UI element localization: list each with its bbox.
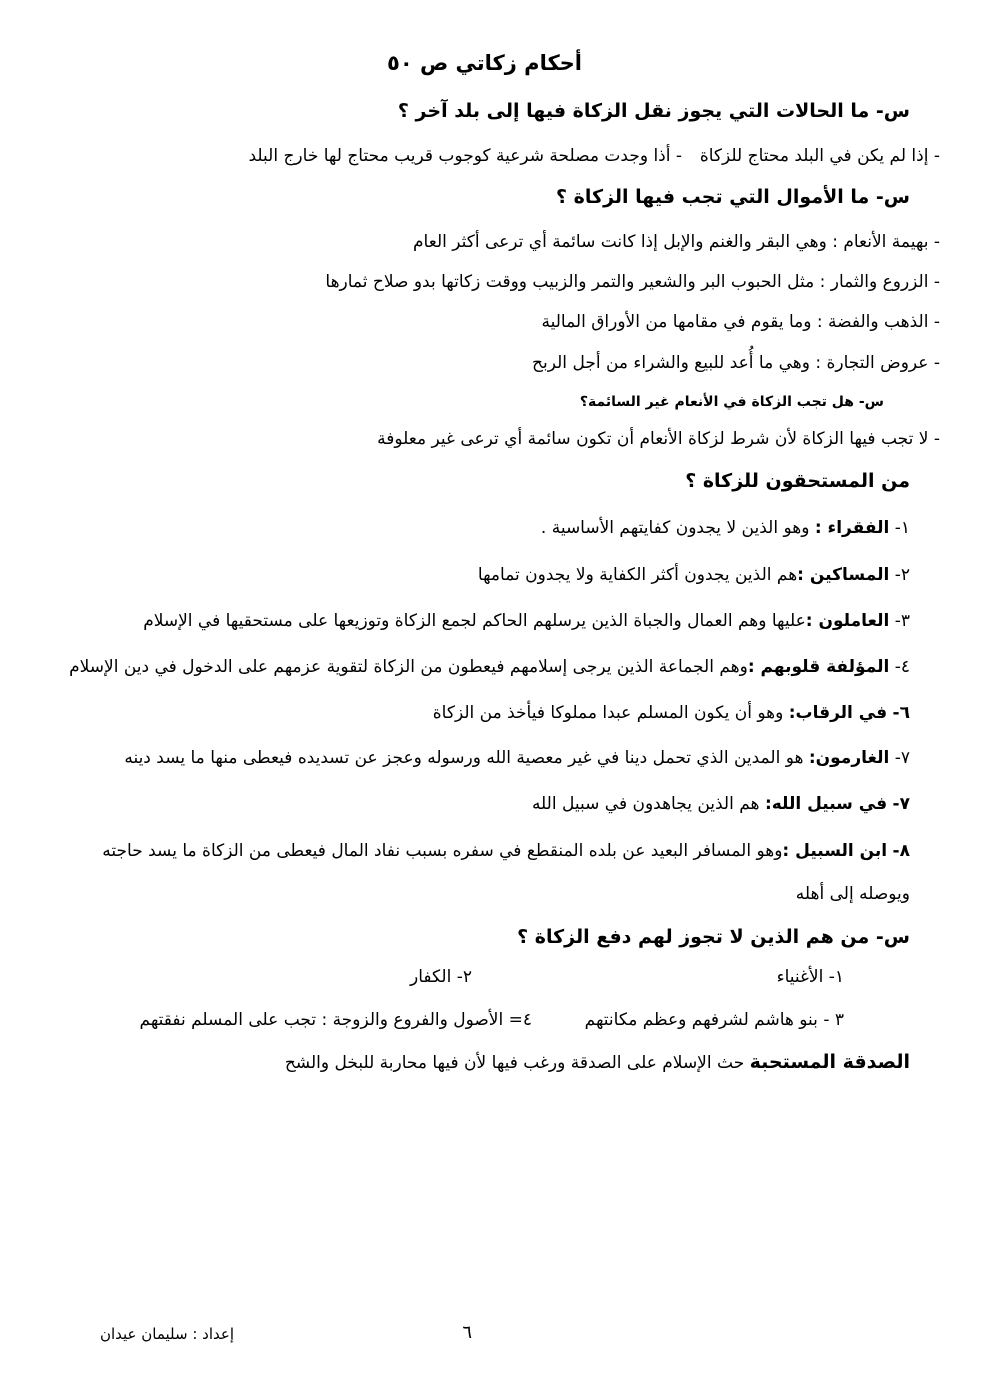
item-number: ٧-: [892, 794, 910, 814]
item-desc: هم الذين يجاهدون في سبيل الله: [531, 794, 765, 814]
item-term: الغارمون:: [808, 748, 890, 768]
item-term: الفقراء :: [814, 518, 890, 538]
item-desc: هم الذين يجدون أكثر الكفاية ولا يجدون تمامها: [477, 565, 798, 585]
ineligible-item: ٢- الكفار: [410, 967, 472, 987]
ineligible-item: ٤= الأصول والفروع والزوجة : تجب على المسلم نفقتهم: [139, 1010, 532, 1030]
question-transfer-zakat: س- ما الحالات التي يجوز نقل الزكاة فيها إلى بلد آخر ؟: [397, 100, 910, 122]
item-term: في سبيل الله:: [764, 794, 888, 814]
voluntary-charity: [285, 1051, 910, 1074]
item-number: ٧-: [894, 748, 910, 768]
item-number: ٣-: [894, 611, 910, 631]
answer-non-grazing: - لا تجب فيها الزكاة لأن شرط لزكاة الأنعام أن تكون سائمة أي ترعى غير معلوفة: [377, 429, 940, 449]
ineligible-item: ١- الأغنياء: [776, 967, 844, 987]
wealth-item: - عروض التجارة : وهي ما أُعد للبيع والشراء من أجل الربح: [532, 353, 940, 373]
item-desc: وهم الجماعة الذين يرجى إسلامهم فيعطون من الزكاة لتقوية عزمهم على الدخول في دين الإسلام: [69, 657, 748, 677]
beneficiary-item: [124, 747, 910, 769]
item-term: العاملون :: [805, 611, 890, 631]
answer-transfer-a: - إذا لم يكن في البلد محتاج للزكاة: [699, 146, 940, 166]
beneficiary-item: [478, 564, 910, 586]
item-number: ١-: [894, 518, 910, 538]
question-beneficiaries: من المستحقون للزكاة ؟: [685, 470, 910, 492]
item-desc: وهو الذين لا يجدون كفايتهم الأساسية .: [540, 518, 815, 538]
item-desc: عليها وهم العمال والجباة الذين يرسلهم الحاكم لجمع الزكاة وتوزيعها على مستحقيها في الإسلام: [143, 611, 806, 631]
item-term: ابن السبيل :: [782, 841, 888, 861]
wealth-item: - بهيمة الأنعام : وهي البقر والغنم والإبل إذا كانت سائمة أي ترعى أكثر العام: [413, 232, 940, 252]
beneficiary-item: [433, 702, 910, 724]
item-number: ٦-: [892, 703, 910, 723]
item-number: ٢-: [894, 565, 910, 585]
question-non-grazing-livestock: س- هل تجب الزكاة في الأنعام غير السائمة؟: [579, 394, 884, 410]
author-credit: إعداد : سليمان عيدان: [99, 1325, 234, 1343]
item-desc: هو المدين الذي تحمل دينا في غير معصية الله ورسوله وعجز عن تسديده فيعطى منها ما يسد دينه: [124, 748, 809, 768]
page-number: ٦: [462, 1322, 472, 1343]
beneficiary-item: [541, 517, 910, 539]
item-term: المؤلفة قلوبهم :: [747, 657, 890, 677]
beneficiary-item: [69, 656, 910, 678]
wealth-item: - الذهب والفضة : وما يقوم في مقامها من الأوراق المالية: [541, 312, 940, 332]
charity-desc: حث الإسلام على الصدقة ورغب فيها لأن فيها محاربة للبخل والشح: [284, 1053, 750, 1073]
item-number: ٤-: [894, 657, 910, 677]
answer-transfer-b: - أذا وجدت مصلحة شرعية كوجوب قريب محتاج لها خارج البلد: [248, 146, 682, 166]
beneficiary-item: [532, 793, 910, 815]
beneficiary-item: [143, 610, 910, 632]
charity-term: الصدقة المستحبة: [749, 1051, 910, 1073]
question-zakatable-wealth: س- ما الأموال التي تجب فيها الزكاة ؟: [556, 186, 910, 208]
page-title: أحكام زكاتي ص ٥٠: [387, 51, 582, 75]
question-ineligible: س- من هم الذين لا تجوز لهم دفع الزكاة ؟: [517, 926, 910, 948]
wealth-item: - الزروع والثمار : مثل الحبوب البر والشعير والتمر والزبيب ووقت زكاتها بدو صلاح ثمارها: [325, 272, 940, 292]
item-term: المساكين :: [797, 565, 890, 585]
item-number: ٨-: [892, 841, 910, 861]
beneficiary-item: [102, 840, 910, 862]
item-desc: وهو المسافر البعيد عن بلده المنقطع في سفره بسبب نفاد المال فيعطى من الزكاة ما يسد حاجته: [102, 841, 783, 861]
ineligible-item: ٣ - بنو هاشم لشرفهم وعظم مكانتهم: [584, 1010, 844, 1030]
item-desc: وهو أن يكون المسلم عبدا مملوكا فيأخذ من الزكاة: [432, 703, 789, 723]
beneficiary-continuation: ويوصله إلى أهله: [795, 884, 910, 904]
item-term: في الرقاب:: [788, 703, 888, 723]
